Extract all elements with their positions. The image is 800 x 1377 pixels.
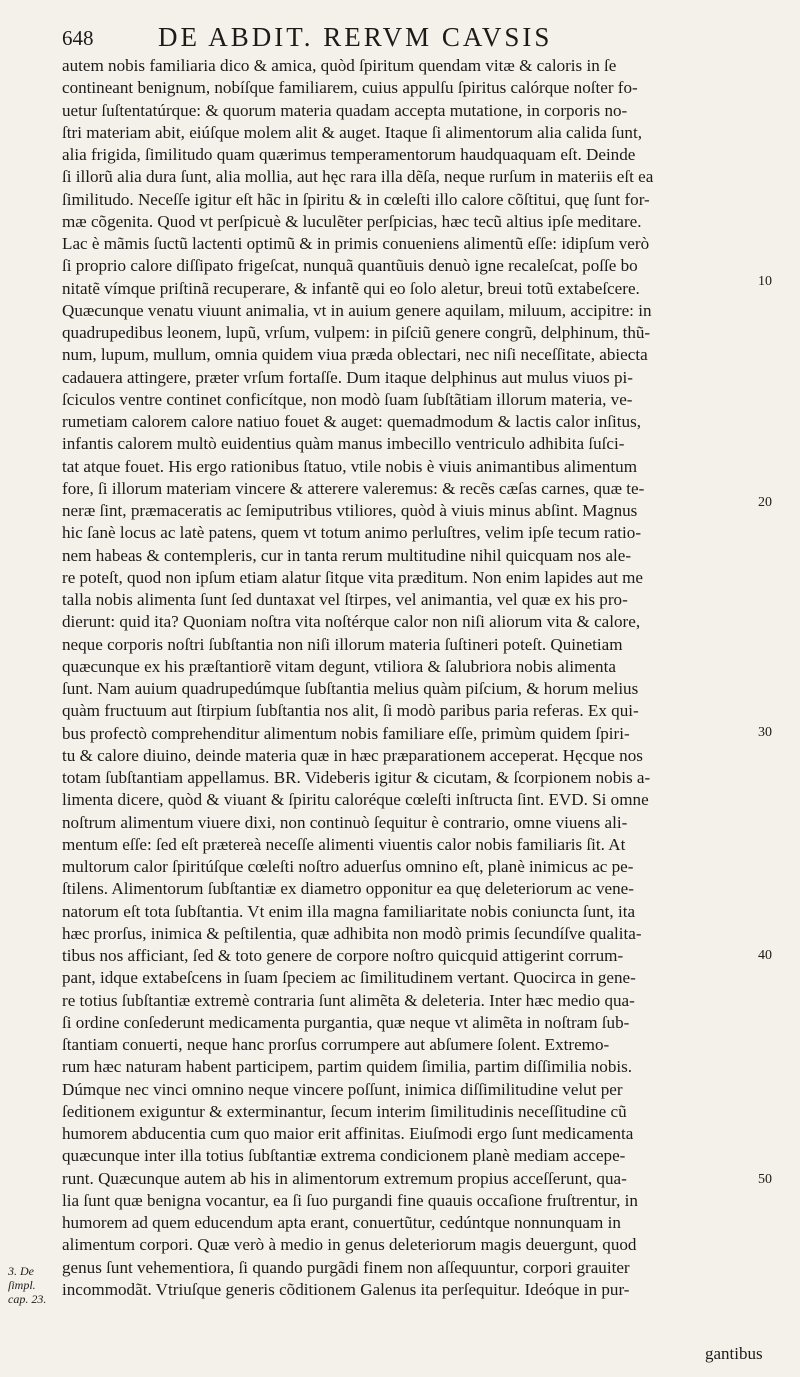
- text-line: ſimilitudo. Neceſſe igitur eſt hãc in ſpiritu & in cœleſti illo calore cõſtitui, quę ſunt for-: [62, 189, 650, 209]
- text-line: noſtrum alimentum viuere dixi, non continuò ſequitur è contrario, omne viuens ali-: [62, 812, 628, 832]
- text-line: neræ ſint, præmaceratis ac ſemiputribus vtiliores, quòd à viuis minus abſint. Magnus: [62, 501, 638, 520]
- text-line: ſeditionem exiguntur & exterminantur, ſecum interim ſimilitudinis neceſſitudine cũ: [62, 1101, 627, 1121]
- text-line: genus ſunt vehementiora, ſi quando purgãdi finem non aſſequuntur, corpori grauiter: [62, 1257, 630, 1277]
- text-line: autem nobis familiaria dico & amica, quòd ſpiritum quendam vitæ & caloris in ſe: [62, 56, 617, 75]
- text-line: ſunt. Nam auium quadrupedúmque ſubſtantia melius quàm piſcium, & horum melius: [62, 679, 639, 698]
- text-line: uetur ſuſtentatúrque: & quorum materia quadam accepta mutatione, in corporis no-: [62, 100, 628, 120]
- text-line: incommodãt. Vtriuſque generis cõditionem Galenus ita perſequitur. Ideóque in pur-: [62, 1279, 630, 1299]
- text-line: cadauera attingere, præter vrſum fortaſſe. Dum itaque delphinus aut mulus viuos pi-: [62, 367, 633, 387]
- text-line: humorem abducentia cum quo maior erit affinitas. Eiuſmodi ergo ſunt medicamenta: [62, 1124, 634, 1143]
- text-line: neque corporis noſtri ſubſtantia non niſi illorum materia ſuſtineri poteſt. Quinetiam: [62, 634, 623, 654]
- text-line: limenta dicere, quòd & viuant & ſpiritu caloréque cœleſti inſtructa ſint. EVD. Si omne: [62, 790, 649, 810]
- marginal-note: [8, 1264, 60, 1306]
- line-number-20: 20: [758, 495, 772, 510]
- text-line: re totius ſubſtantiæ extremè contraria ſunt alimẽta & deleteria. Inter hæc medio qua-: [62, 990, 635, 1010]
- text-line: fore, ſi illorum materiam vincere & atterere valeremus: & recẽs cæſas carnes, quæ te-: [62, 478, 645, 498]
- text-line: dierunt: quid ita? Quoniam noſtra vita noſtérque calor non niſi aliorum vita & calore,: [62, 612, 641, 632]
- text-line: ſciculos ventre continet conficítque, non modò ſuam ſubſtãtiam illorum materia, ve-: [62, 389, 633, 409]
- text-line: alia frigida, ſimilitudo quam quærimus temperamentorum haudquaquam eſt. Deinde: [62, 145, 636, 164]
- text-line: multorum calor ſpiritúſque cœleſti noſtro aduerſus omnino eſt, planè inimicus ac pe-: [62, 857, 634, 876]
- text-line: quæcunque ex his præſtantiorẽ vitam degunt, vtiliora & ſalubriora nobis alimenta: [62, 656, 616, 676]
- text-line: quadrupedibus leonem, lupũ, vrſum, vulpem: in piſciũ genere congrũ, delphinum, thũ-: [62, 323, 651, 342]
- text-line: bus profectò comprehenditur alimentum nobis familiare eſſe, primùm quidem ſpiri-: [62, 723, 630, 743]
- text-line: runt. Quæcunque autem ab his in alimentorum extremum propius acceſſerunt, qua-: [62, 1168, 627, 1188]
- text-line: hic ſanè locus ac latè patens, quem vt totum animo perluſtres, velim ipſe tecum ratio-: [62, 523, 642, 543]
- text-line: tat atque fouet. His ergo rationibus ſtatuo, vtile nobis è viuis animantibus alimentum: [62, 456, 637, 476]
- catchword: gantibus: [705, 1344, 763, 1363]
- text-line: quæcunque inter illa totius ſubſtantiæ extrema condicionem planè mediam accepe-: [62, 1146, 626, 1166]
- running-title: DE ABDIT. RERVM CAVSIS: [158, 22, 553, 52]
- marginal-note-chapter: cap. 23.: [8, 1292, 47, 1306]
- text-line: alimentum corpori. Quæ verò à medio in genus deleteriorum magis deuergunt, quod: [62, 1235, 637, 1255]
- text-line: tu & calore diuino, deinde materia quæ in hæc præparationem acceperat. Hęcque nos: [62, 745, 643, 765]
- text-line: num, lupum, mullum, omnia quidem viua præda oblectari, nec niſi neceſſitate, abiecta: [62, 345, 648, 365]
- text-line: ſtilens. Alimentorum ſubſtantiæ ex diametro opponitur ea quę deleteriorum ac vene-: [62, 879, 634, 899]
- text-line: ſi illorũ alia dura ſunt, alia mollia, aut hęc rara illa dẽſa, neque rurſum in materiis eſt ea: [62, 167, 654, 187]
- text-line: infantis calorem multò euidentius quàm manus imbecillo ventriculo adhibita ſuſci-: [62, 434, 625, 454]
- text-line: mentum eſſe: ſed eſt prætereà neceſſe alimenti viuentis calor nobis familiaris ſit. At: [62, 834, 626, 854]
- text-line: ſtantiam conuerti, neque hanc prorſus corrumpere aut abſumere ſolent. Extremo-: [62, 1035, 610, 1054]
- text-line: hæc prorſus, inimica & peſtilentia, quæ adhibita non modò primis ſecundíſve qualita-: [62, 923, 642, 943]
- text-line: re poteſt, quod non ipſum etiam alatur ſitque vita præditum. Non enim lapides aut me: [62, 567, 643, 587]
- text-line: talla nobis alimenta ſunt ſed duntaxat vel ſtirpes, vel animantia, vel quæ ex his pro-: [62, 590, 628, 609]
- text-line: rumetiam calorem calore natiuo fouet & auget: quemadmodum & lactis calor inſitus,: [62, 412, 642, 431]
- line-number-30: 30: [758, 725, 772, 740]
- page-header: [62, 22, 770, 58]
- line-number-40: 40: [758, 948, 772, 963]
- text-line: quàm fructuum aut ſtirpium ſubſtantia nos alit, ſi modò paribus paria referas. Ex qui-: [62, 701, 639, 721]
- body-text: [62, 55, 770, 1301]
- line-number-10: 10: [758, 274, 772, 289]
- text-line: contineant benignum, nobíſque familiarem, cuius appulſu ſpiritus calórque noſter fo-: [62, 78, 638, 98]
- text-line: Dúmque nec vinci omnino neque vincere poſſunt, inimica diſſimilitudine velut per: [62, 1079, 623, 1099]
- text-line: rum hæc naturam habent participem, partim quidem ſimilia, partim diſſimilia nobis.: [62, 1057, 633, 1077]
- text-line: natorum eſt tota ſubſtantia. Vt enim illa magna familiaritate nobis coniuncta ſunt, ita: [62, 901, 636, 921]
- text-line: mæ cõgenita. Quod vt perſpicuè & luculẽter perſpicias, hæc tecũ altius ipſe meditare.: [62, 211, 642, 231]
- text-line: ſi ordine conſederunt medicamenta purgantia, quæ neque vt alimẽta in noſtram ſub-: [62, 1012, 630, 1032]
- text-line: nem habeas & contempleris, cur in tanta rerum multitudine nihil quicquam nos ale-: [62, 545, 632, 565]
- text-line: ſtri materiam abit, eiúſque molem alit & auget. Itaque ſi alimentorum alia calida ſunt,: [62, 122, 642, 142]
- page-number: 648: [62, 26, 94, 50]
- text-line: Quæcunque venatu viuunt animalia, vt in auium genere aquilam, miluum, accipitre: in: [62, 300, 652, 320]
- line-number-50: 50: [758, 1172, 772, 1187]
- text-line: nitatẽ vímque priſtinã recuperare, & infantẽ qui eo ſolo aletur, breui totũ extabeſcere.: [62, 278, 640, 298]
- text-line: humorem ad quem educendum apta erant, conuertũtur, cedúntque nonnunquam in: [62, 1213, 621, 1232]
- text-line: ſi proprio calore diſſipato frigeſcat, nunquã quantũuis denuò igne recaleſcat, poſſe bo: [62, 256, 638, 276]
- text-line: Lac è mãmis ſuctũ lactenti optimũ & in primis conueniens alimentũ eſſe: idipſum verò: [62, 234, 650, 253]
- text-line: pant, idque extabeſcens in ſuam ſpeciem ac ſimilitudinem vertant. Quocirca in gene-: [62, 968, 636, 988]
- text-line: lia ſunt quæ benigna vocantur, ea ſi ſuo purgandi fine quauis occaſione fruſtrentur, in: [62, 1190, 638, 1210]
- text-line: tibus nos afficiant, ſed & toto genere de corpore noſtro quicquid attigerint corrum-: [62, 946, 624, 965]
- text-line: totam ſubſtantiam appellamus. BR. Videberis igitur & cicutam, & ſcorpionem nobis a-: [62, 768, 651, 787]
- marginal-note-reference: 3. De ſimpl.: [8, 1264, 36, 1292]
